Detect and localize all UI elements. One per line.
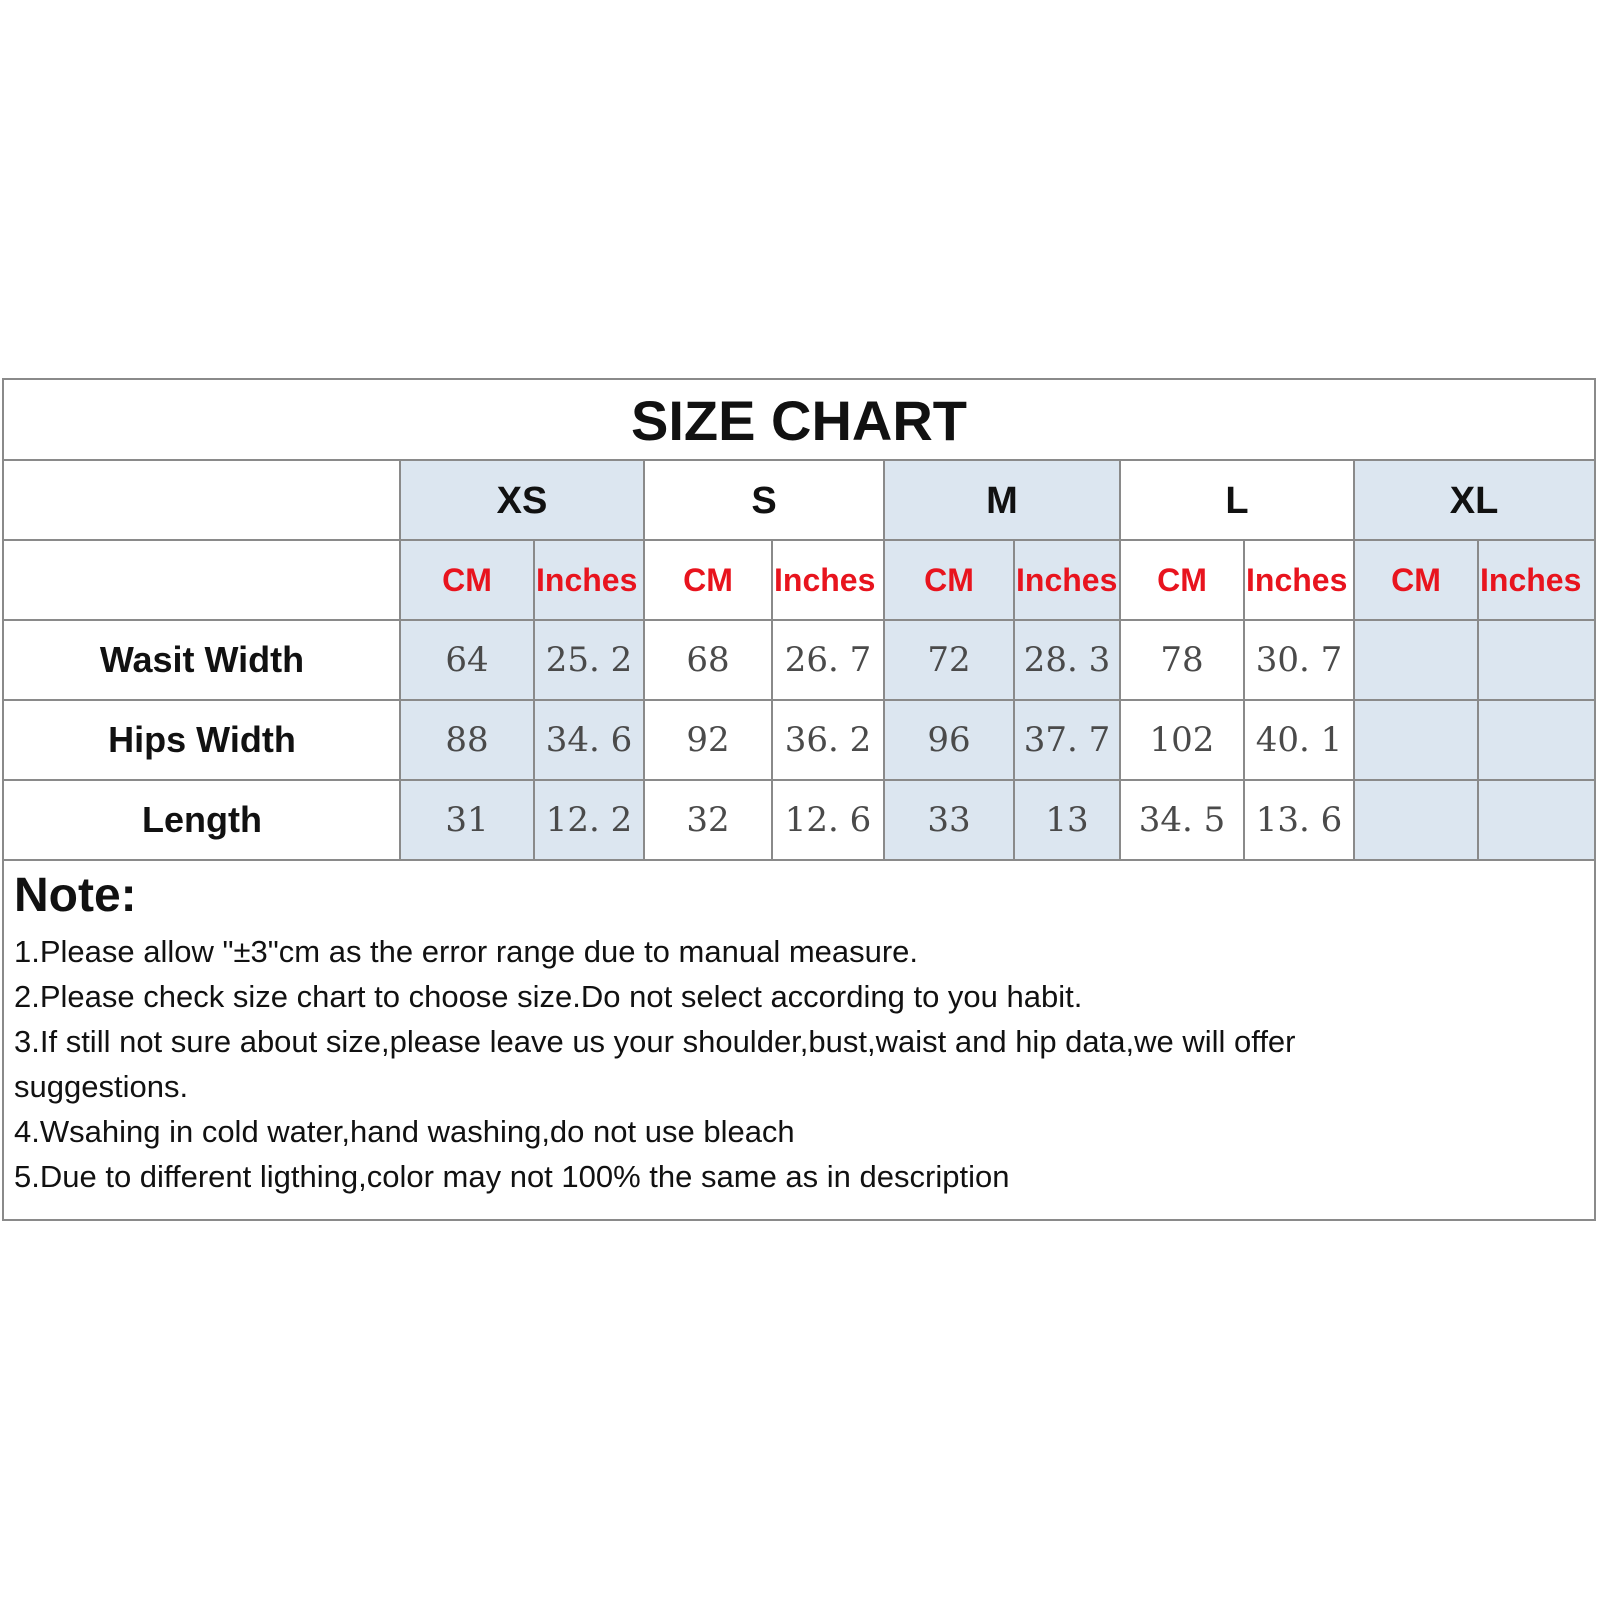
unit-label-inches: Inches bbox=[1478, 541, 1594, 619]
row-label: Wasit Width bbox=[99, 639, 305, 680]
table-cell bbox=[1478, 781, 1594, 859]
notes-section bbox=[14, 867, 1584, 1199]
table-cell: 28. 3 bbox=[1014, 621, 1120, 699]
note-line-5: 5.Due to different ligthing,color may not 100% the same as in description bbox=[14, 1159, 1010, 1194]
note-line-4: 4.Wsahing in cold water,hand washing,do not use bleach bbox=[14, 1114, 795, 1149]
table-cell: 78 bbox=[1160, 640, 1204, 680]
size-chart bbox=[2, 378, 1596, 1221]
table-cell: 40. 1 bbox=[1255, 720, 1343, 760]
note-title: Note: bbox=[14, 869, 137, 922]
unit-label-inches: Inches bbox=[1246, 561, 1348, 598]
table-cell: 33 bbox=[884, 781, 1014, 859]
table-cell bbox=[1354, 781, 1478, 859]
table-cell: 88 bbox=[400, 701, 534, 779]
unit-label-inches: Inches bbox=[774, 561, 876, 598]
table-cell: 13. 6 bbox=[1255, 800, 1343, 840]
table-cell bbox=[1478, 701, 1594, 779]
chart-title: SIZE CHART bbox=[631, 388, 967, 452]
table-cell: 26. 7 bbox=[784, 640, 872, 680]
unit-label-inches: Inches bbox=[1014, 541, 1120, 619]
size-header-xl: XL bbox=[1449, 479, 1499, 522]
table-cell: 31 bbox=[400, 781, 534, 859]
unit-label-cm: CM bbox=[884, 541, 1014, 619]
row-label: Length bbox=[142, 799, 262, 840]
table-cell: 68 bbox=[686, 640, 730, 680]
size-header-m: M bbox=[986, 479, 1018, 522]
table-cell: 64 bbox=[400, 621, 534, 699]
table-cell: 30. 7 bbox=[1255, 640, 1343, 680]
table-cell bbox=[1478, 621, 1594, 699]
note-line-1: 1.Please allow "±3"cm as the error range due to manual measure. bbox=[14, 934, 919, 969]
table-cell bbox=[1354, 621, 1478, 699]
row-label: Hips Width bbox=[108, 719, 296, 760]
table-cell: 36. 2 bbox=[784, 720, 872, 760]
table-cell: 37. 7 bbox=[1014, 701, 1120, 779]
size-header-xs: XS bbox=[496, 479, 548, 522]
table-cell: 34. 5 bbox=[1138, 800, 1226, 840]
table-cell: 13 bbox=[1014, 781, 1120, 859]
table-cell: 102 bbox=[1149, 720, 1215, 760]
table-cell: 12. 2 bbox=[534, 781, 644, 859]
table-cell bbox=[1354, 701, 1478, 779]
unit-label-cm: CM bbox=[400, 541, 534, 619]
table-cell: 72 bbox=[884, 621, 1014, 699]
table-cell: 12. 6 bbox=[784, 800, 872, 840]
size-header-s: S bbox=[751, 479, 777, 522]
table-cell: 32 bbox=[686, 800, 730, 840]
size-header-l: L bbox=[1225, 479, 1249, 522]
table-cell: 96 bbox=[884, 701, 1014, 779]
table-cell: 92 bbox=[686, 720, 730, 760]
unit-label-inches: Inches bbox=[534, 541, 644, 619]
table-cell: 25. 2 bbox=[534, 621, 644, 699]
unit-label-cm: CM bbox=[683, 561, 733, 598]
unit-label-cm: CM bbox=[1157, 561, 1207, 598]
note-line-2: 2.Please check size chart to choose size.Do not select according to you habit. bbox=[14, 979, 1083, 1014]
table-cell: 34. 6 bbox=[534, 701, 644, 779]
unit-label-cm: CM bbox=[1354, 541, 1478, 619]
note-line-3: 3.If still not sure about size,please leave us your shoulder,bust,waist and hip data,we will offer suggestions. bbox=[14, 1024, 1296, 1104]
